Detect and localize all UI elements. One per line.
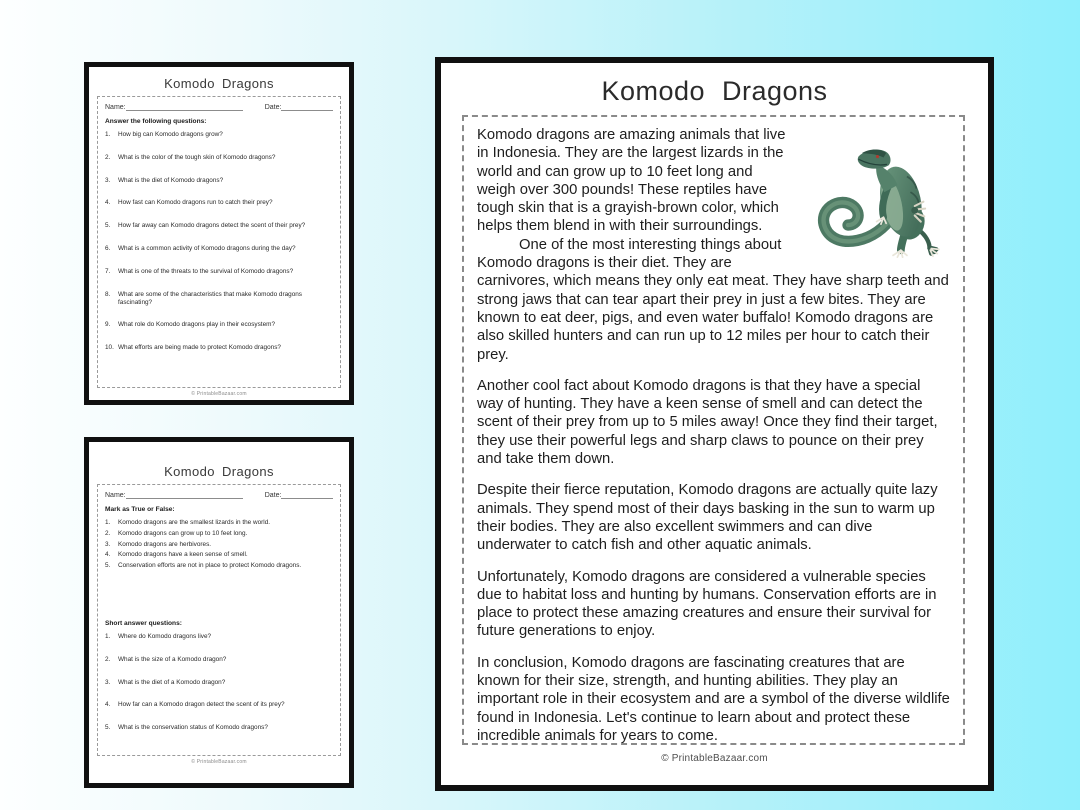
- date-blank-line: [281, 491, 333, 499]
- truefalse-list: [105, 519, 333, 570]
- name-blank-line: [126, 103, 243, 111]
- question-item: What is the color of the tough skin of Komodo dragons?: [118, 153, 276, 161]
- shortanswer-item: How far can a Komodo dragon detect the scent of its prey?: [118, 701, 285, 709]
- komodo-dragon-image: [798, 128, 950, 258]
- question-item: What efforts are being made to protect Komodo dragons?: [118, 344, 281, 352]
- question-item: How far away can Komodo dragons detect the scent of their prey?: [118, 222, 306, 230]
- question-item: How big can Komodo dragons grow?: [118, 131, 223, 138]
- truefalse-item: Komodo dragons have a keen sense of smell.: [118, 551, 248, 559]
- shortanswer-item: Where do Komodo dragons live?: [118, 632, 212, 640]
- shortanswer-item: What is the conservation status of Komodo dragons?: [118, 724, 268, 732]
- shortanswer-item: What is the size of a Komodo dragon?: [118, 655, 227, 663]
- footer-credit: © PrintableBazaar.com: [191, 391, 247, 397]
- name-label: Name:: [105, 492, 126, 499]
- footer-credit: © PrintableBazaar.com: [191, 759, 247, 765]
- truefalse-item: Komodo dragons can grow up to 10 feet long.: [118, 529, 248, 537]
- worksheet-title: Komodo Dragons: [164, 464, 274, 479]
- section-gap: [105, 573, 333, 620]
- shortanswer-list: [105, 633, 333, 732]
- passage-paragraph: Komodo dragons are amazing animals that live in Indonesia. They are the largest lizards in the world and can grow up to 10 feet long and weigh over 300 pounds! These reptiles have tough skin that is a grayish-brown color, which helps them blend in with their surroundings.: [477, 127, 786, 235]
- reading-passage-page: [435, 57, 994, 791]
- passage-dashed-box: [462, 115, 965, 745]
- question-item: How fast can Komodo dragons run to catch their prey?: [118, 199, 273, 207]
- date-blank-line: [281, 103, 333, 111]
- passage-paragraph: One of the most interesting things about Komodo dragons is their diet. They are carnivores, which means they only eat meat. They have sharp teeth and strong jaws that can tear apart their prey in just a few bites. They are known to eat deer, pigs, and even water buffalo! Komodo dragons are also skilled hunters and can run up to 12 miles per hour to catch their prey.: [477, 236, 949, 363]
- name-date-row: [105, 103, 333, 111]
- footer-credit: © PrintableBazaar.com: [661, 753, 768, 764]
- questions-list: [105, 131, 333, 352]
- name-label: Name:: [105, 104, 126, 111]
- date-label: Date:: [264, 104, 282, 111]
- shortanswer-instruction: Short answer questions:: [105, 619, 182, 627]
- question-item: What is one of the threats to the survival of Komodo dragons?: [118, 267, 294, 275]
- truefalse-instruction: Mark as True or False:: [105, 506, 175, 513]
- page-title: Komodo Dragons: [601, 76, 828, 106]
- question-item: What is a common activity of Komodo dragons during the day?: [118, 244, 296, 252]
- truefalse-item: Conservation efforts are not in place to protect Komodo dragons.: [118, 562, 302, 570]
- passage-paragraph: Another cool fact about Komodo dragons is that they have a special way of hunting. They have a keen sense of smell and can detect the scent of their prey from up to 5 miles away! Once they find their target, they use their powerful legs and sharp claws to pounce on their prey and take them down.: [477, 377, 938, 468]
- worksheet-truefalse-page: [84, 437, 354, 788]
- truefalse-item: Komodo dragons are the smallest lizards in the world.: [118, 519, 271, 526]
- name-date-row: [105, 491, 333, 499]
- passage-paragraph: Despite their fierce reputation, Komodo dragons are actually quite lazy animals. They spend most of their days basking in the sun to warm up their bodies. They are also excellent swimmers and can dive underwater to catch fish and other aquatic animals.: [477, 482, 938, 554]
- question-item: What is the diet of Komodo dragons?: [118, 176, 224, 184]
- question-item: What role do Komodo dragons play in their ecosystem?: [118, 321, 276, 329]
- name-blank-line: [126, 491, 243, 499]
- passage-paragraph: In conclusion, Komodo dragons are fascinating creatures that are known for their size, strength, and hunting abilities. They play an important role in their ecosystem and are a symbol of the diverse wildlife found in Indonesia. Let's continue to learn about and protect these incredible animals for years to come.: [477, 654, 950, 744]
- truefalse-item: Komodo dragons are herbivores.: [118, 540, 212, 548]
- passage-paragraph: Unfortunately, Komodo dragons are considered a vulnerable species due to habitat loss and hunting by humans. Conservation efforts are in place to protect these amazing creatures and ensure their survival for future generations to enjoy.: [477, 568, 937, 640]
- worksheet-questions-page: [84, 62, 354, 405]
- worksheet-title: Komodo Dragons: [164, 76, 274, 91]
- questions-instruction: Answer the following questions:: [105, 118, 207, 125]
- shortanswer-item: What is the diet of a Komodo dragon?: [118, 678, 226, 686]
- question-item: What are some of the characteristics that make Komodo dragons fascinating?: [118, 290, 302, 306]
- date-label: Date:: [264, 492, 282, 499]
- worksheet-dashed-box: [97, 484, 341, 756]
- reading-passage: [477, 126, 950, 745]
- worksheet-dashed-box: [97, 96, 341, 388]
